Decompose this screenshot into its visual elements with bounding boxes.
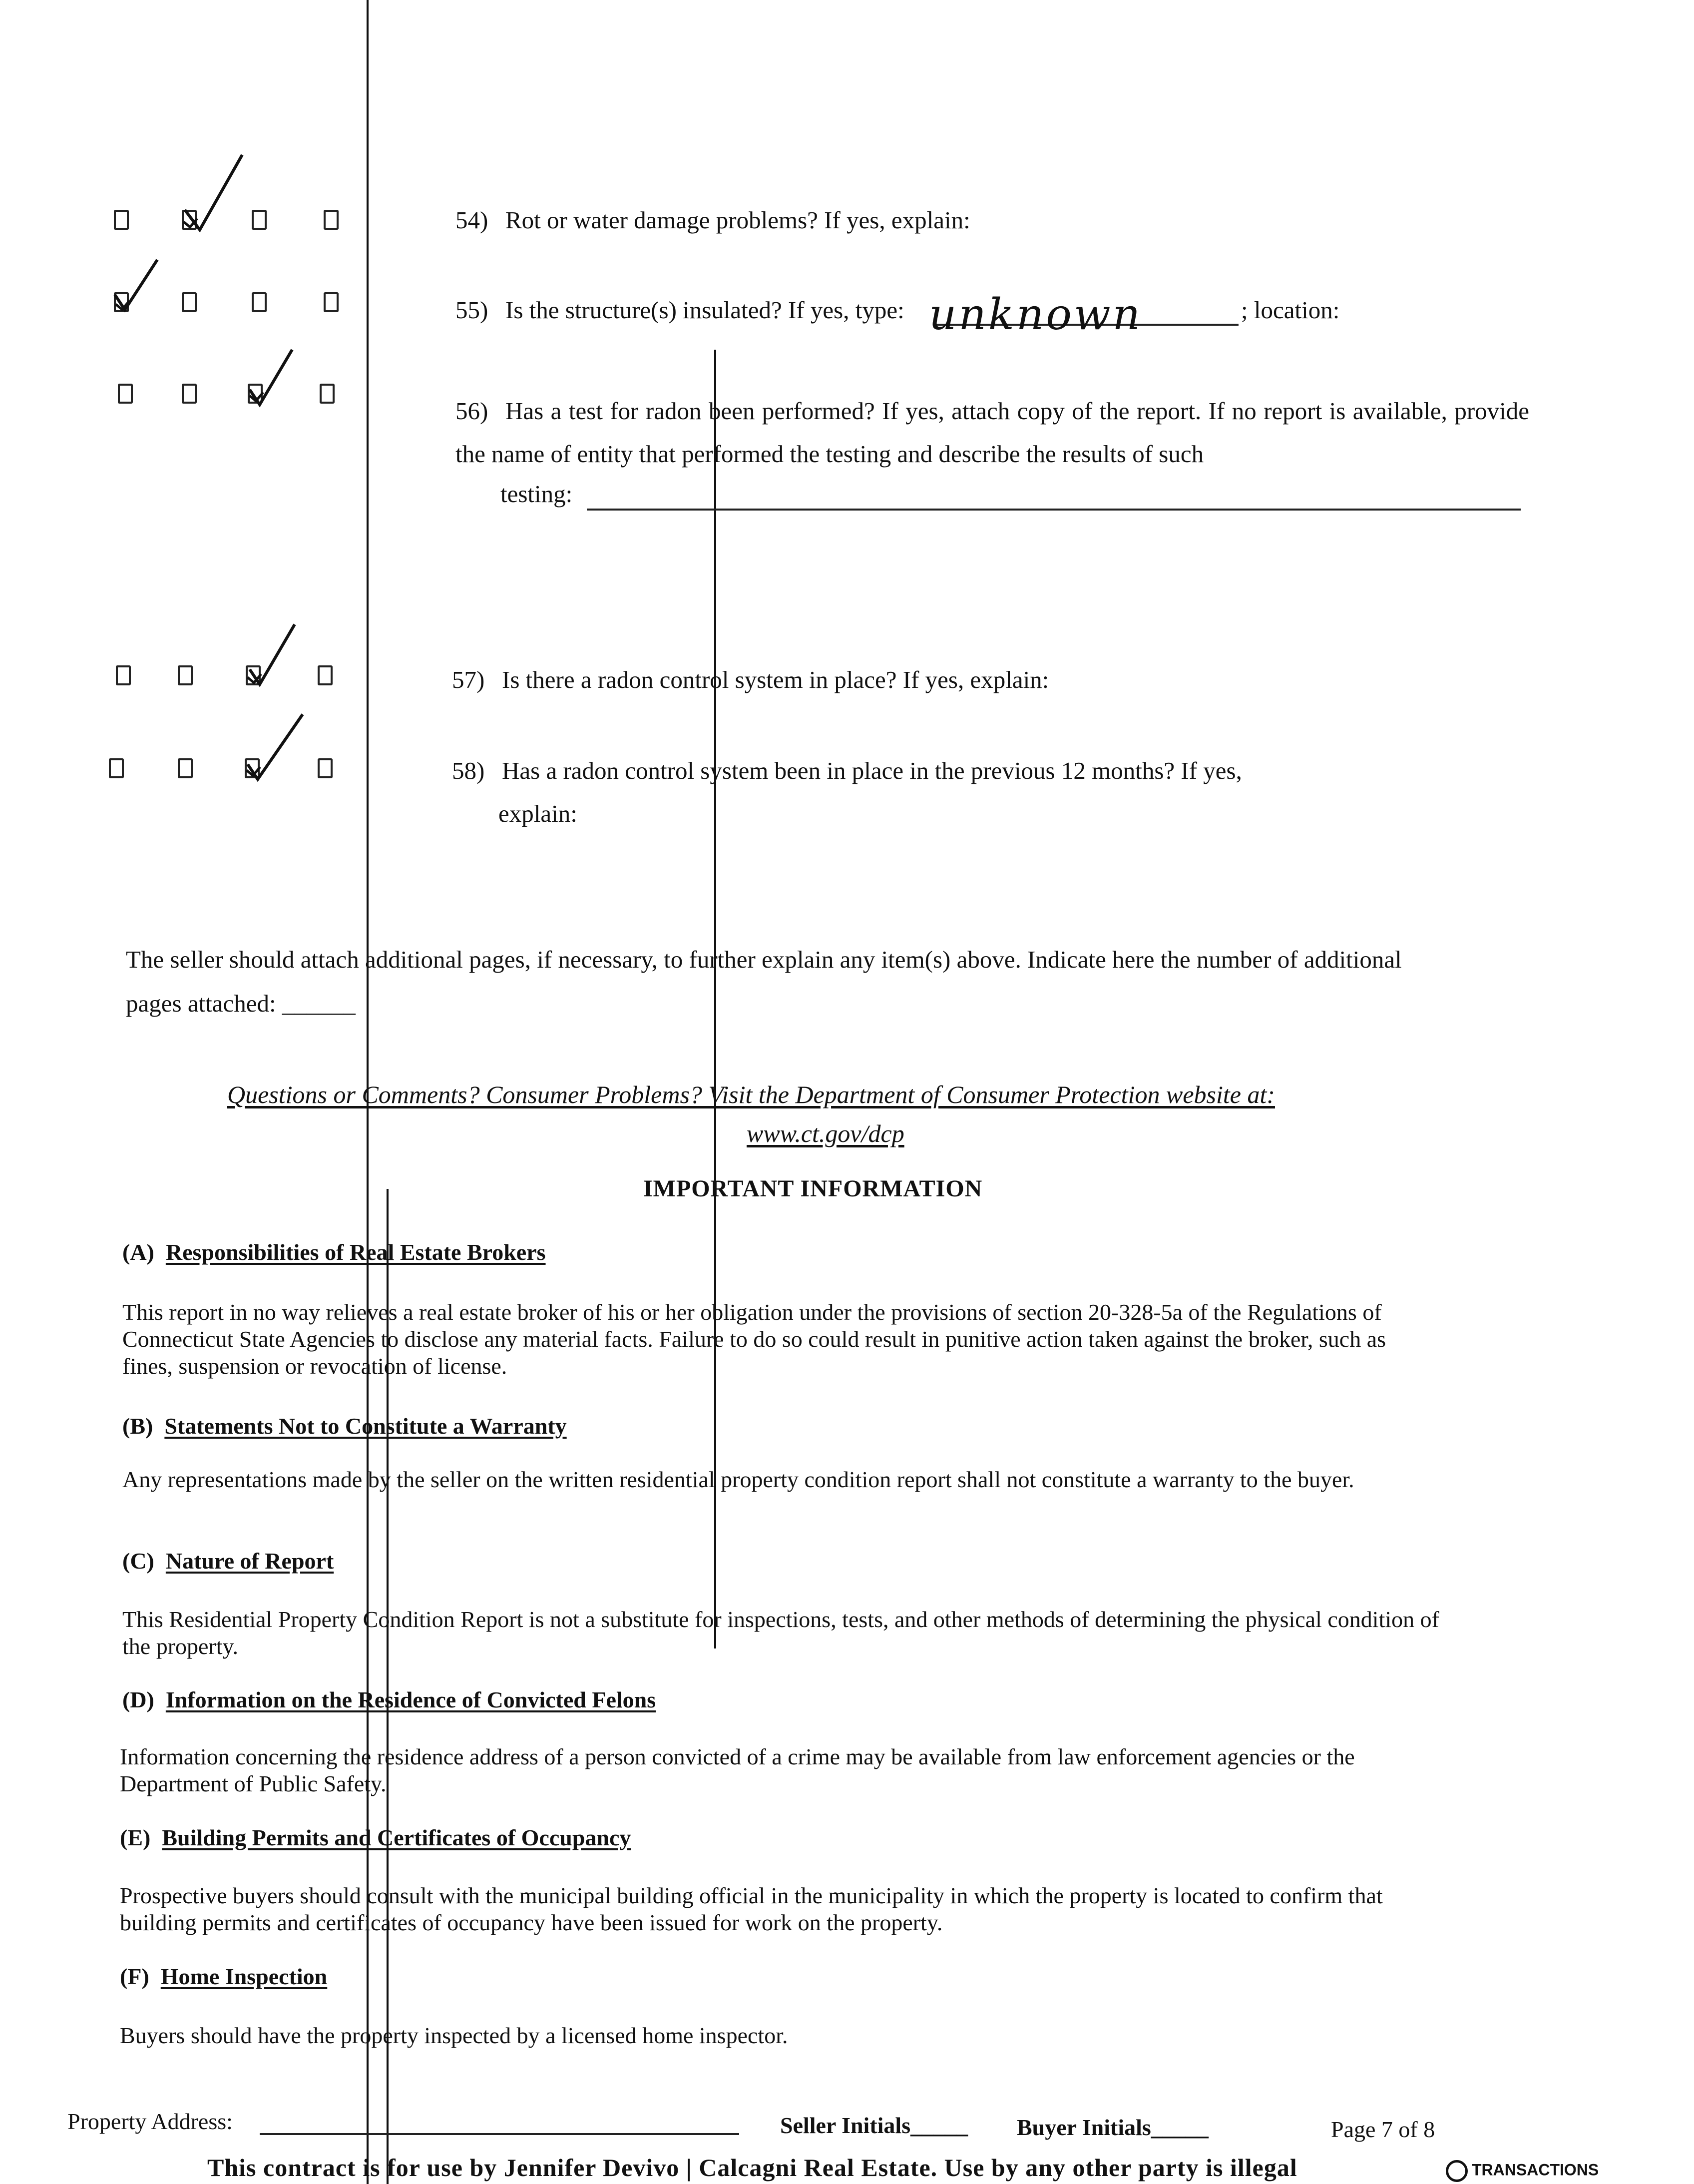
- attach-note: The seller should attach additional pages, if necessary, to further explain any item(s) above. Indicate here the number of additional: [126, 946, 1402, 973]
- question-text: 57) Is there a radon control system in place? If yes, explain:: [452, 666, 1049, 693]
- consumer-protection-url[interactable]: www.ct.gov/dcp: [747, 1119, 904, 1147]
- important-information-title: IMPORTANT INFORMATION: [643, 1175, 983, 1202]
- section-f-heading: (F) Home Inspection: [120, 1964, 328, 1989]
- question-text: 54) Rot or water damage problems? If yes, explain:: [455, 206, 970, 234]
- checkbox-no[interactable]: [178, 758, 193, 778]
- testing-answer-line: [587, 509, 1521, 511]
- section-b-body: Any representations made by the seller on the written residential property condition report shall not constitute a warranty to the buyer.: [122, 1467, 1354, 1492]
- section-c-heading: (C) Nature of Report: [122, 1548, 334, 1574]
- checkbox-yes[interactable]: [116, 665, 131, 685]
- handwritten-checkmark-icon: [245, 619, 300, 689]
- checkbox-unknown[interactable]: [252, 292, 267, 312]
- question-text: 56) Has a test for radon been performed? If yes, attach copy of the report. If no report is available, provide the name of entity that performed the testing and describe the results of such: [455, 397, 1529, 468]
- checkbox-no[interactable]: [182, 292, 197, 312]
- handwritten-checkmark-icon: [245, 345, 300, 410]
- scan-artifact-line: [714, 350, 716, 1648]
- question-text: 55) Is the structure(s) insulated? If yes, type:: [455, 296, 904, 324]
- seller-initials: Seller Initials_____: [780, 2113, 968, 2138]
- handwritten-checkmark-icon: [110, 255, 165, 315]
- checkbox-no[interactable]: [182, 384, 197, 404]
- consumer-protection-link[interactable]: Questions or Comments? Consumer Problems? Visit the Department of Consumer Protection website at:: [227, 1081, 1275, 1108]
- handwritten-answer: unknown: [929, 290, 1143, 340]
- question-text: 58) Has a radon control system been in place in the previous 12 months? If yes,: [452, 757, 1242, 784]
- section-f-body: Buyers should have the property inspected by a licensed home inspector.: [120, 2023, 788, 2048]
- checkbox-na[interactable]: [320, 384, 335, 404]
- handwritten-checkmark-icon: [180, 150, 250, 235]
- handwritten-checkmark-icon: [243, 709, 308, 784]
- section-c-body: This Residential Property Condition Report is not a substitute for inspections, tests, and other methods of determining the physical condition of the property.: [122, 1607, 1439, 1659]
- checkbox-na[interactable]: [324, 210, 339, 230]
- buyer-initials: Buyer Initials_____: [1017, 2115, 1209, 2140]
- property-address-line: [260, 2133, 739, 2135]
- section-d-heading: (D) Information on the Residence of Convicted Felons: [122, 1687, 656, 1712]
- section-e-body: Prospective buyers should consult with the municipal building official in the municipality in which the property is located to confirm that building permits and certificates of occupancy have been issued for work on the property.: [120, 1883, 1383, 1935]
- question-text-continued: testing:: [500, 480, 573, 508]
- checkbox-yes[interactable]: [114, 210, 129, 230]
- property-address-label: Property Address:: [67, 2109, 233, 2134]
- page-number: Page 7 of 8: [1331, 2117, 1435, 2142]
- section-e-heading: (E) Building Permits and Certificates of Occupancy: [120, 1825, 631, 1850]
- section-d-body: Information concerning the residence address of a person convicted of a crime may be available from law enforcement agencies or the Department of Public Safety.: [120, 1744, 1355, 1796]
- checkbox-yes[interactable]: [118, 384, 133, 404]
- license-notice: This contract is for use by Jennifer Devivo | Calcagni Real Estate. Use by any other party is illegal: [207, 2154, 1297, 2182]
- checkbox-yes[interactable]: [109, 758, 124, 778]
- question-text-continued: explain:: [498, 800, 577, 827]
- section-a-body: This report in no way relieves a real estate broker of his or her obligation under the provisions of section 20-328-5a of the Regulations of Connecticut State Agencies to disclose any material facts. Failure to do so could result in punitive action taken against the broker, such as fines, suspension or revocation of license.: [122, 1299, 1386, 1379]
- location-label: ; location:: [1241, 296, 1340, 324]
- section-a-heading: (A) Responsibilities of Real Estate Brokers: [122, 1239, 546, 1265]
- transactions-logo: TRANSACTIONS: [1446, 2160, 1599, 2182]
- checkbox-na[interactable]: [318, 665, 333, 685]
- checkbox-unknown[interactable]: [252, 210, 267, 230]
- transactions-logo-icon: [1446, 2160, 1468, 2182]
- checkbox-na[interactable]: [324, 292, 339, 312]
- checkbox-no[interactable]: [178, 665, 193, 685]
- section-b-heading: (B) Statements Not to Constitute a Warranty: [122, 1413, 567, 1439]
- checkbox-na[interactable]: [318, 758, 333, 778]
- attach-note-pages: pages attached: ______: [126, 990, 356, 1017]
